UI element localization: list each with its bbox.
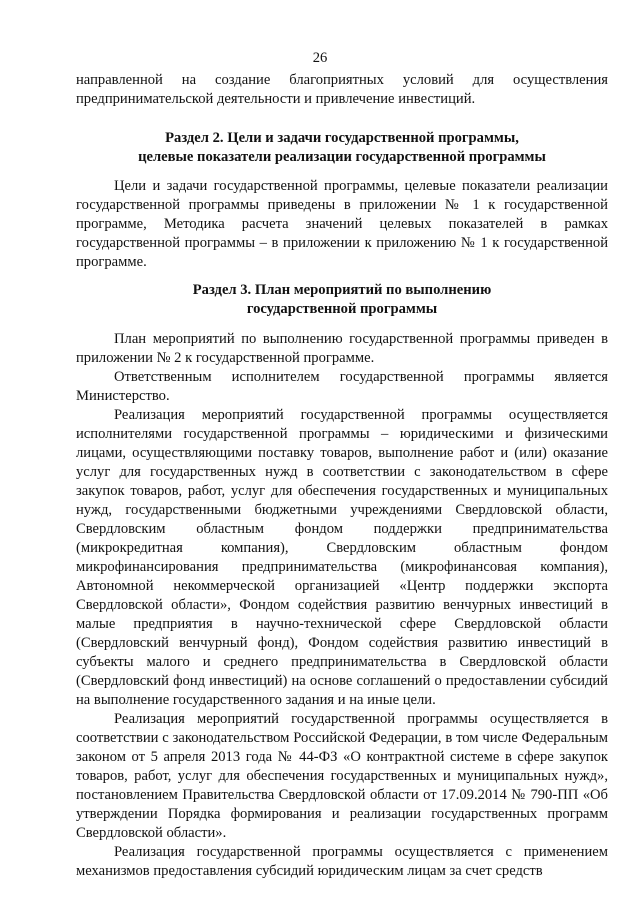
section-3-paragraph: Реализация мероприятий государственной программы осуществляется в соответствии с законодательством Российской Федерации, в том числе Федеральным законом от 5 апреля 2013 года № 44-ФЗ «О контрактной системе в сфере закупок товаров, работ, услуг для обеспечения государственных и муниципальных нужд», постановлением Правительства Свердловской области от 17.09.2014 № 790-ПП «Об утверждении Порядка формирования и реализации государственных программ Свердловской области». [76,711,608,841]
continued-paragraph [76,71,608,109]
section-3-heading [76,281,608,319]
section-3-paragraph: План мероприятий по выполнению государственной программы приведен в приложении № 2 к государственной программе. [76,331,608,366]
section-3-paragraph: Ответственным исполнителем государственной программы является Министерство. [76,369,608,404]
section-3-body [76,330,608,881]
page-number: 26 [312,50,328,66]
section-2-heading [76,129,608,167]
section-3-paragraph: Реализация мероприятий государственной программы осуществляется исполнителями государственной программы – юридическими и физическими лицами, осуществляющими поставку товаров, выполнение работ и (или) оказание услуг для государственных нужд в соответствии с законодательством в сфере закупок товаров, работ, услуг для обеспечения государственных и муниципальных нужд, государственными бюджетными учреждениями Свердловской области, Свердловским областным фондом поддержки предпринимательства (микрокредитная компания), Свердловским областным фондом микрофинансирования предпринимательства (микрофинансовая компания), Автономной некоммерческой организацией «Центр поддержки экспорта Свердловской области», Фондом содействия развитию венчурных инвестиций в малые предприятия в научно-технической сфере Свердловской области (Свердловский венчурный фонд), Фондом содействия развитию инвестиций в субъекты малого и среднего предпринимательства в Свердловской области (Свердловский фонд инвестиций) на основе соглашений о предоставлении субсидий на выполнение государственного задания и на иные цели. [76,407,608,708]
section-2-paragraph: Цели и задачи государственной программы, целевые показатели реализации государственной программы приведены в приложении № 1 к государственной программе, Методика расчета значений целевых показателей в рамках государственной программы – в приложении к приложению № 1 к государственной программе. [76,178,608,270]
section-2-title-line-2: целевые показатели реализации государственной программы [138,149,546,165]
section-3-paragraph: Реализация государственной программы осуществляется с применением механизмов предоставления субсидий юридическим лицам за счет средств [76,844,608,879]
paragraph-fragment: направленной на создание благоприятных условий для осуществления предпринимательской деятельности и привлечение инвестиций. [76,72,608,107]
section-3-title-line-2: государственной программы [246,301,438,317]
section-2-body [76,177,608,272]
section-2-title-line-1: Раздел 2. Цели и задачи государственной программы, [165,130,519,146]
section-3-title-line-1: Раздел 3. План мероприятий по выполнению [192,282,492,298]
